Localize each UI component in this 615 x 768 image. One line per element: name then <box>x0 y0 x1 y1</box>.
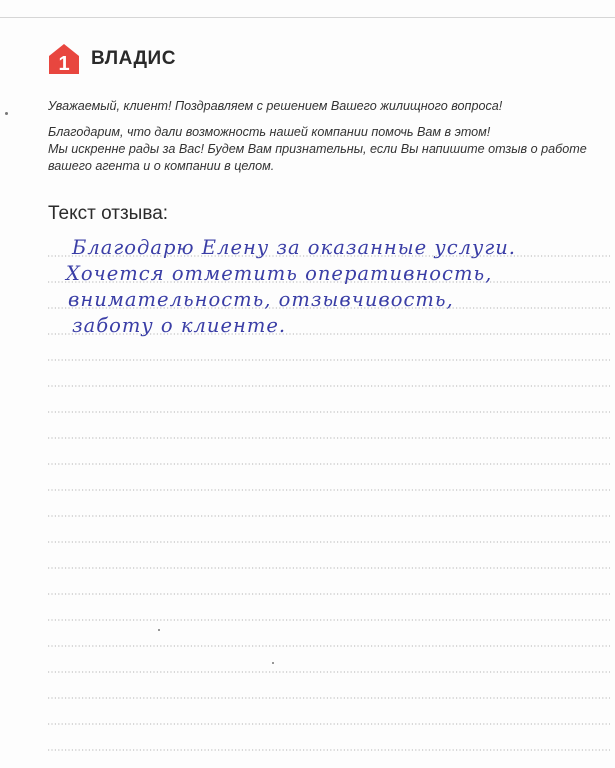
paper-speck <box>5 112 8 115</box>
brand-name: ВЛАДИС <box>91 48 176 69</box>
handwritten-line-1: Благодарю Елену за оказанные услуги. <box>72 236 516 259</box>
thanks-line-2: Мы искренне рады за Вас! Будем Вам признательны, если Вы напишите отзыв о работе <box>48 142 587 156</box>
logo-digit: 1 <box>58 53 70 75</box>
paper-speck <box>158 629 160 631</box>
thanks-line-3: вашего агента и о компании в целом. <box>48 159 275 173</box>
handwritten-line-4: заботу о клиенте. <box>72 314 287 337</box>
greeting-text: Уважаемый, клиент! Поздравляем с решением Вашего жилищного вопроса! <box>48 99 503 113</box>
thanks-line-1: Благодарим, что дали возможность нашей компании помочь Вам в этом! <box>48 125 491 139</box>
handwritten-line-3: внимательность, отзывчивость, <box>68 288 454 311</box>
paper-speck <box>272 662 274 664</box>
review-heading: Текст отзыва: <box>48 203 169 224</box>
handwritten-line-2: Хочется отметить оперативность, <box>66 262 493 285</box>
